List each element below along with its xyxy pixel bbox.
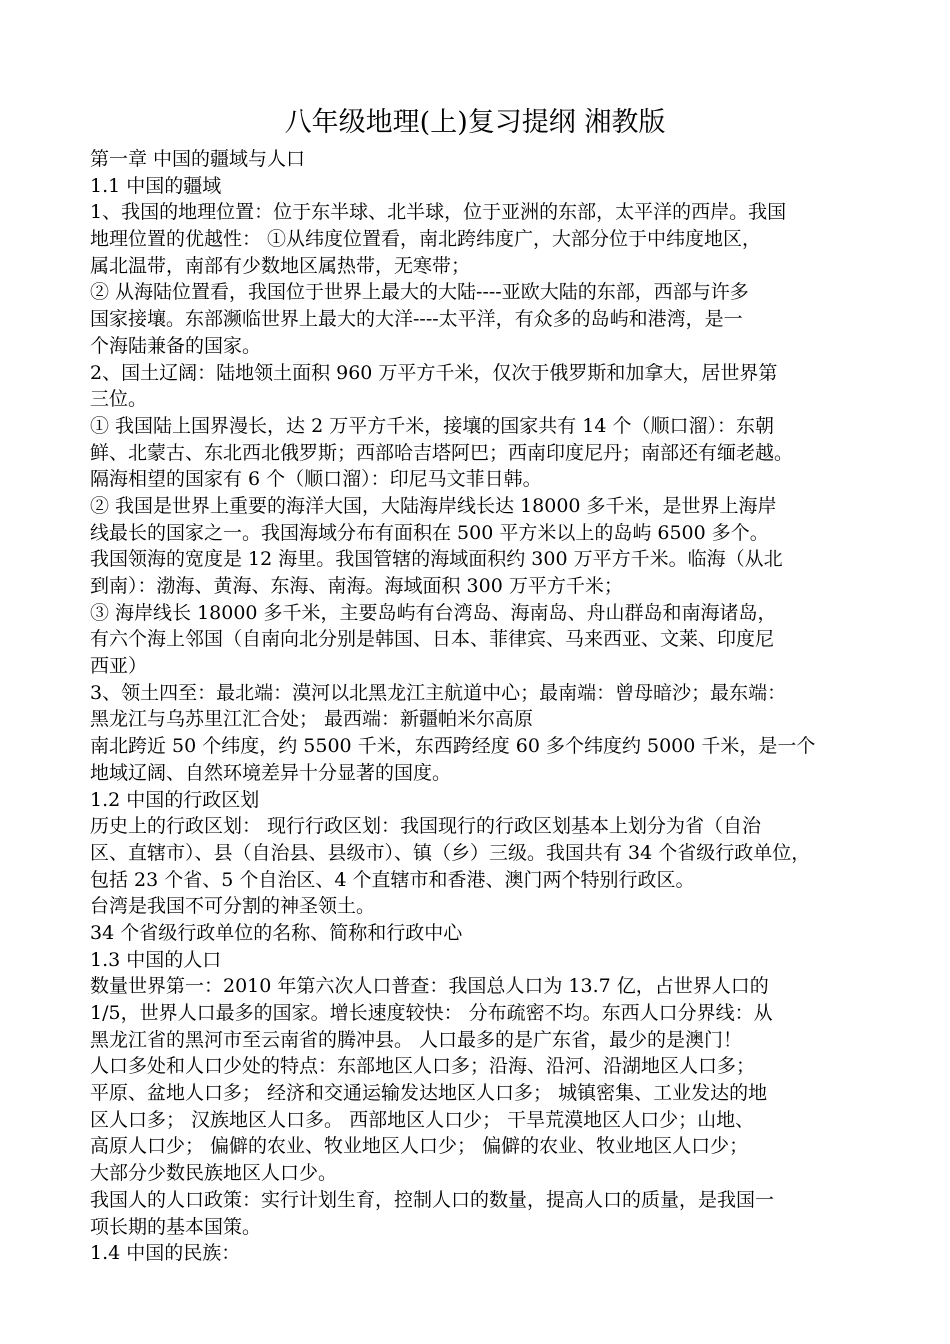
text-line: 人口多处和人口少处的特点：东部地区人口多；沿海、沿河、沿湖地区人口多；	[90, 1055, 756, 1078]
text-line: 2、国土辽阔：陆地领土面积 960 万平方千米，仅次于俄罗斯和加拿大，居世界第	[90, 361, 778, 384]
text-line: 地理位置的优越性： ①从纬度位置看，南北跨纬度广，大部分位于中纬度地区，	[90, 228, 762, 251]
text-line: 平原、盆地人口多； 经济和交通运输发达地区人口多； 城镇密集、工业发达的地	[90, 1082, 768, 1105]
text-line: 有六个海上邻国（自南向北分别是韩国、日本、菲律宾、马来西亚、文莱、印度尼	[90, 628, 775, 651]
text-line: 3、领土四至：最北端：漠河以北黑龙江主航道中心；最南端：曾母暗沙；最东端：	[90, 681, 787, 704]
text-line: 1.2 中国的行政区划	[90, 788, 260, 811]
text-line: ③ 海岸线长 18000 多千米，主要岛屿有台湾岛、海南岛、舟山群岛和南海诸岛，	[90, 601, 777, 624]
text-line: 项长期的基本国策。	[90, 1215, 262, 1238]
text-line: 鲜、北蒙古、东北西北俄罗斯；西部哈吉塔阿巴；西南印度尼丹；南部还有缅老越。	[90, 441, 794, 464]
text-line: 34 个省级行政单位的名称、简称和行政中心	[90, 921, 463, 944]
text-line: 隔海相望的国家有 6 个（顺口溜）：印尼马文菲日韩。	[90, 468, 542, 491]
text-line: 我国领海的宽度是 12 海里。我国管辖的海域面积约 300 万平方千米。临海（从北	[90, 548, 783, 571]
text-line: 1.1 中国的疆域	[90, 174, 222, 197]
text-line: 线最长的国家之一。我国海域分布有面积在 500 平方米以上的岛屿 6500 多个。	[90, 521, 769, 544]
text-line: 区、直辖市）、县（自治县、县级市）、镇（乡）三级。我国共有 34 个省级行政单位，	[90, 841, 811, 864]
text-line: 历史上的行政区划： 现行行政区划：我国现行的行政区划基本上划分为省（自治	[90, 815, 762, 838]
text-line: ① 我国陆上国界漫长，达 2 万平方千米，接壤的国家共有 14 个（顺口溜）：东朝	[90, 414, 774, 437]
text-line: 黑龙江省的黑河市至云南省的腾冲县。 人口最多的是广东省，最少的是澳门！	[90, 1028, 743, 1051]
text-line: 数量世界第一：2010 年第六次人口普查：我国总人口为 13.7 亿，占世界人口的	[90, 975, 769, 998]
text-line: ② 从海陆位置看，我国位于世界上最大的大陆----亚欧大陆的东部，西部与许多	[90, 281, 749, 304]
text-line: 到南）：渤海、黄海、东海、南海。海域面积 300 万平方千米；	[90, 575, 623, 597]
text-line: 国家接壤。东部濒临世界上最大的大洋----太平洋，有众多的岛屿和港湾，是一	[90, 308, 743, 331]
text-line: 1.3 中国的人口	[90, 948, 222, 971]
document-body	[90, 146, 870, 1267]
text-line: 地域辽阔、自然环境差异十分显著的国度。	[90, 761, 452, 784]
text-line: 西亚）	[90, 655, 148, 678]
text-line: 1/5，世界人口最多的国家。增长速度较快： 分布疏密不均。东西人口分界线：从	[90, 1002, 773, 1024]
text-line: 1.4 中国的民族：	[90, 1242, 241, 1265]
text-line: 包括 23 个省、5 个自治区、4 个直辖市和香港、澳门两个特别行政区。	[90, 868, 695, 891]
text-line: 第一章 中国的疆域与人口	[90, 148, 306, 170]
text-line: 1、我国的地理位置：位于东半球、北半球，位于亚洲的东部，太平洋的西岸。我国	[90, 201, 787, 224]
text-line: 区人口多； 汉族地区人口多。 西部地区人口少； 干旱荒漠地区人口少；山地、	[90, 1108, 755, 1131]
text-line: 个海陆兼备的国家。	[90, 334, 262, 357]
document-title: 八年级地理(上)复习提纲 湘教版	[284, 107, 666, 138]
text-line: 南北跨近 50 个纬度，约 5500 千米，东西跨经度 60 多个纬度约 5000 千米，是一个	[90, 735, 816, 758]
text-line: 属北温带，南部有少数地区属热带，无寒带；	[90, 254, 471, 277]
text-line: 黑龙江与乌苏里江汇合处； 最西端：新疆帕米尔高原	[90, 708, 534, 731]
text-line: ② 我国是世界上重要的海洋大国，大陆海岸线长达 18000 多千米，是世界上海岸	[90, 494, 777, 517]
text-line: 高原人口少； 偏僻的农业、牧业地区人口少； 偏僻的农业、牧业地区人口少；	[90, 1135, 749, 1158]
text-line: 我国人的人口政策：实行计划生育，控制人口的数量，提高人口的质量，是我国一	[90, 1188, 775, 1211]
text-line: 三位。	[90, 388, 148, 411]
text-line: 台湾是我国不可分割的神圣领土。	[90, 895, 376, 918]
text-line: 大部分少数民族地区人口少。	[90, 1162, 338, 1185]
